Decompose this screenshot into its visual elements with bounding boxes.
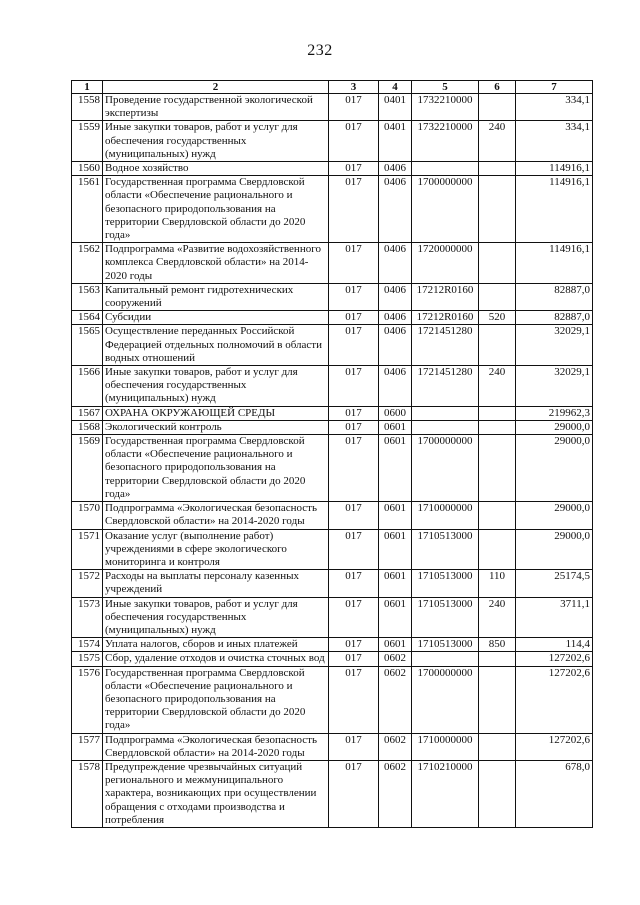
expense-name: Иные закупки товаров, работ и услуг для обеспечения государственных (муниципальных) нужд xyxy=(103,366,329,407)
expense-name: Водное хозяйство xyxy=(103,162,329,176)
expense-type-code xyxy=(479,406,516,420)
section-code: 0401 xyxy=(379,94,412,121)
amount: 219962,3 xyxy=(516,406,593,420)
table-row xyxy=(72,121,593,162)
ministry-code: 017 xyxy=(329,529,379,570)
section-code: 0601 xyxy=(379,597,412,638)
table-row xyxy=(72,420,593,434)
page-number: 232 xyxy=(307,42,333,59)
header-col-1: 1 xyxy=(72,81,103,94)
target-article-code: 1700000000 xyxy=(412,666,479,733)
row-number: 1574 xyxy=(72,638,103,652)
amount: 25174,5 xyxy=(516,570,593,597)
header-col-5: 5 xyxy=(412,81,479,94)
expense-type-code: 520 xyxy=(479,311,516,325)
section-code: 0601 xyxy=(379,529,412,570)
table-row xyxy=(72,666,593,733)
section-code: 0406 xyxy=(379,325,412,366)
target-article-code: 1721451280 xyxy=(412,325,479,366)
expense-type-code: 850 xyxy=(479,638,516,652)
ministry-code: 017 xyxy=(329,243,379,284)
expense-type-code xyxy=(479,435,516,502)
section-code: 0406 xyxy=(379,162,412,176)
target-article-code: 1732210000 xyxy=(412,121,479,162)
expense-name: Осуществление переданных Российской Федерацией отдельных полномочий в области водных отношений xyxy=(103,325,329,366)
amount: 82887,0 xyxy=(516,283,593,310)
expense-name: Подпрограмма «Экологическая безопасность Свердловской области» на 2014-2020 годы xyxy=(103,733,329,760)
row-number: 1563 xyxy=(72,283,103,310)
expense-name: Экологический контроль xyxy=(103,420,329,434)
ministry-code: 017 xyxy=(329,638,379,652)
amount: 114916,1 xyxy=(516,243,593,284)
table-row xyxy=(72,435,593,502)
section-code: 0601 xyxy=(379,570,412,597)
ministry-code: 017 xyxy=(329,162,379,176)
row-number: 1559 xyxy=(72,121,103,162)
amount: 29000,0 xyxy=(516,420,593,434)
expense-type-code: 240 xyxy=(479,366,516,407)
table-row xyxy=(72,162,593,176)
ministry-code: 017 xyxy=(329,502,379,529)
target-article-code: 1700000000 xyxy=(412,176,479,243)
amount: 114916,1 xyxy=(516,176,593,243)
expense-type-code xyxy=(479,162,516,176)
ministry-code: 017 xyxy=(329,652,379,666)
row-number: 1578 xyxy=(72,760,103,827)
amount: 29000,0 xyxy=(516,435,593,502)
ministry-code: 017 xyxy=(329,435,379,502)
row-number: 1567 xyxy=(72,406,103,420)
ministry-code: 017 xyxy=(329,283,379,310)
target-article-code: 1700000000 xyxy=(412,435,479,502)
target-article-code xyxy=(412,420,479,434)
section-code: 0602 xyxy=(379,733,412,760)
table-row xyxy=(72,733,593,760)
expense-name: Предупреждение чрезвычайных ситуаций регионального и межмуниципального характера, возникающих при осуществлении обращения с отходами производства и потребления xyxy=(103,760,329,827)
target-article-code: 1710000000 xyxy=(412,733,479,760)
row-number: 1558 xyxy=(72,94,103,121)
expense-type-code xyxy=(479,283,516,310)
amount: 127202,6 xyxy=(516,733,593,760)
section-code: 0406 xyxy=(379,283,412,310)
target-article-code: 1710210000 xyxy=(412,760,479,827)
table-row xyxy=(72,638,593,652)
row-number: 1568 xyxy=(72,420,103,434)
row-number: 1575 xyxy=(72,652,103,666)
expense-type-code xyxy=(479,666,516,733)
section-code: 0401 xyxy=(379,121,412,162)
target-article-code: 1721451280 xyxy=(412,366,479,407)
expense-type-code: 240 xyxy=(479,121,516,162)
header-row xyxy=(72,81,593,94)
expense-type-code xyxy=(479,176,516,243)
section-code: 0602 xyxy=(379,652,412,666)
amount: 32029,1 xyxy=(516,366,593,407)
target-article-code: 1720000000 xyxy=(412,243,479,284)
expense-name: Иные закупки товаров, работ и услуг для обеспечения государственных (муниципальных) нужд xyxy=(103,121,329,162)
target-article-code: 1710513000 xyxy=(412,529,479,570)
table-row xyxy=(72,176,593,243)
target-article-code: 1710513000 xyxy=(412,638,479,652)
expense-type-code: 240 xyxy=(479,597,516,638)
ministry-code: 017 xyxy=(329,733,379,760)
expense-name: Расходы на выплаты персоналу казенных учреждений xyxy=(103,570,329,597)
amount: 127202,6 xyxy=(516,666,593,733)
section-code: 0601 xyxy=(379,638,412,652)
expense-name: Государственная программа Свердловской области «Обеспечение рационального и безопасного природопользования на территории Свердловской области до 2020 года» xyxy=(103,176,329,243)
row-number: 1566 xyxy=(72,366,103,407)
amount: 127202,6 xyxy=(516,652,593,666)
header-col-2: 2 xyxy=(103,81,329,94)
amount: 32029,1 xyxy=(516,325,593,366)
section-code: 0601 xyxy=(379,502,412,529)
target-article-code: 17212R0160 xyxy=(412,311,479,325)
expense-type-code xyxy=(479,420,516,434)
row-number: 1561 xyxy=(72,176,103,243)
ministry-code: 017 xyxy=(329,420,379,434)
ministry-code: 017 xyxy=(329,570,379,597)
header-col-4: 4 xyxy=(379,81,412,94)
row-number: 1560 xyxy=(72,162,103,176)
expense-type-code xyxy=(479,325,516,366)
ministry-code: 017 xyxy=(329,311,379,325)
expense-type-code: 110 xyxy=(479,570,516,597)
section-code: 0406 xyxy=(379,176,412,243)
ministry-code: 017 xyxy=(329,406,379,420)
budget-table xyxy=(71,80,593,828)
table-row xyxy=(72,283,593,310)
expense-name: Субсидии xyxy=(103,311,329,325)
expense-name: Подпрограмма «Экологическая безопасность Свердловской области» на 2014-2020 годы xyxy=(103,502,329,529)
section-code: 0406 xyxy=(379,366,412,407)
target-article-code: 1710513000 xyxy=(412,597,479,638)
amount: 3711,1 xyxy=(516,597,593,638)
amount: 82887,0 xyxy=(516,311,593,325)
table-row xyxy=(72,311,593,325)
row-number: 1569 xyxy=(72,435,103,502)
section-code: 0602 xyxy=(379,760,412,827)
ministry-code: 017 xyxy=(329,94,379,121)
ministry-code: 017 xyxy=(329,366,379,407)
expense-name: Проведение государственной экологической экспертизы xyxy=(103,94,329,121)
table-row xyxy=(72,243,593,284)
section-code: 0406 xyxy=(379,243,412,284)
expense-type-code xyxy=(479,243,516,284)
expense-type-code xyxy=(479,733,516,760)
amount: 678,0 xyxy=(516,760,593,827)
expense-type-code xyxy=(479,760,516,827)
amount: 114916,1 xyxy=(516,162,593,176)
ministry-code: 017 xyxy=(329,597,379,638)
section-code: 0601 xyxy=(379,435,412,502)
amount: 334,1 xyxy=(516,94,593,121)
table-row xyxy=(72,94,593,121)
expense-name: Оказание услуг (выполнение работ) учреждениями в сфере экологического мониторинга и контроля xyxy=(103,529,329,570)
expense-name: Государственная программа Свердловской области «Обеспечение рационального и безопасного природопользования на территории Свердловской области до 2020 года» xyxy=(103,435,329,502)
table-row xyxy=(72,406,593,420)
row-number: 1576 xyxy=(72,666,103,733)
header-col-7: 7 xyxy=(516,81,593,94)
expense-name: Уплата налогов, сборов и иных платежей xyxy=(103,638,329,652)
section-code: 0602 xyxy=(379,666,412,733)
expense-name: Государственная программа Свердловской области «Обеспечение рационального и безопасного природопользования на территории Свердловской области до 2020 года» xyxy=(103,666,329,733)
expense-type-code xyxy=(479,502,516,529)
header-col-3: 3 xyxy=(329,81,379,94)
target-article-code: 1710000000 xyxy=(412,502,479,529)
section-code: 0600 xyxy=(379,406,412,420)
expense-name: Иные закупки товаров, работ и услуг для обеспечения государственных (муниципальных) нужд xyxy=(103,597,329,638)
section-code: 0406 xyxy=(379,311,412,325)
table-row xyxy=(72,529,593,570)
ministry-code: 017 xyxy=(329,121,379,162)
table-row xyxy=(72,597,593,638)
expense-type-code xyxy=(479,529,516,570)
amount: 29000,0 xyxy=(516,529,593,570)
expense-type-code xyxy=(479,652,516,666)
table-row xyxy=(72,502,593,529)
row-number: 1577 xyxy=(72,733,103,760)
table-row xyxy=(72,652,593,666)
row-number: 1570 xyxy=(72,502,103,529)
row-number: 1572 xyxy=(72,570,103,597)
ministry-code: 017 xyxy=(329,325,379,366)
expense-name: Подпрограмма «Развитие водохозяйственного комплекса Свердловской области» на 2014-2020 годы xyxy=(103,243,329,284)
amount: 114,4 xyxy=(516,638,593,652)
amount: 334,1 xyxy=(516,121,593,162)
amount: 29000,0 xyxy=(516,502,593,529)
expense-name: Сбор, удаление отходов и очистка сточных вод xyxy=(103,652,329,666)
row-number: 1565 xyxy=(72,325,103,366)
ministry-code: 017 xyxy=(329,176,379,243)
table-row xyxy=(72,760,593,827)
ministry-code: 017 xyxy=(329,760,379,827)
header-col-6: 6 xyxy=(479,81,516,94)
expense-name: Капитальный ремонт гидротехнических сооружений xyxy=(103,283,329,310)
target-article-code xyxy=(412,406,479,420)
table-row xyxy=(72,570,593,597)
row-number: 1562 xyxy=(72,243,103,284)
row-number: 1571 xyxy=(72,529,103,570)
target-article-code: 1732210000 xyxy=(412,94,479,121)
expense-name: ОХРАНА ОКРУЖАЮЩЕЙ СРЕДЫ xyxy=(103,406,329,420)
table-row xyxy=(72,366,593,407)
table-row xyxy=(72,325,593,366)
row-number: 1573 xyxy=(72,597,103,638)
target-article-code: 1710513000 xyxy=(412,570,479,597)
section-code: 0601 xyxy=(379,420,412,434)
target-article-code xyxy=(412,162,479,176)
expense-type-code xyxy=(479,94,516,121)
target-article-code: 17212R0160 xyxy=(412,283,479,310)
row-number: 1564 xyxy=(72,311,103,325)
ministry-code: 017 xyxy=(329,666,379,733)
target-article-code xyxy=(412,652,479,666)
